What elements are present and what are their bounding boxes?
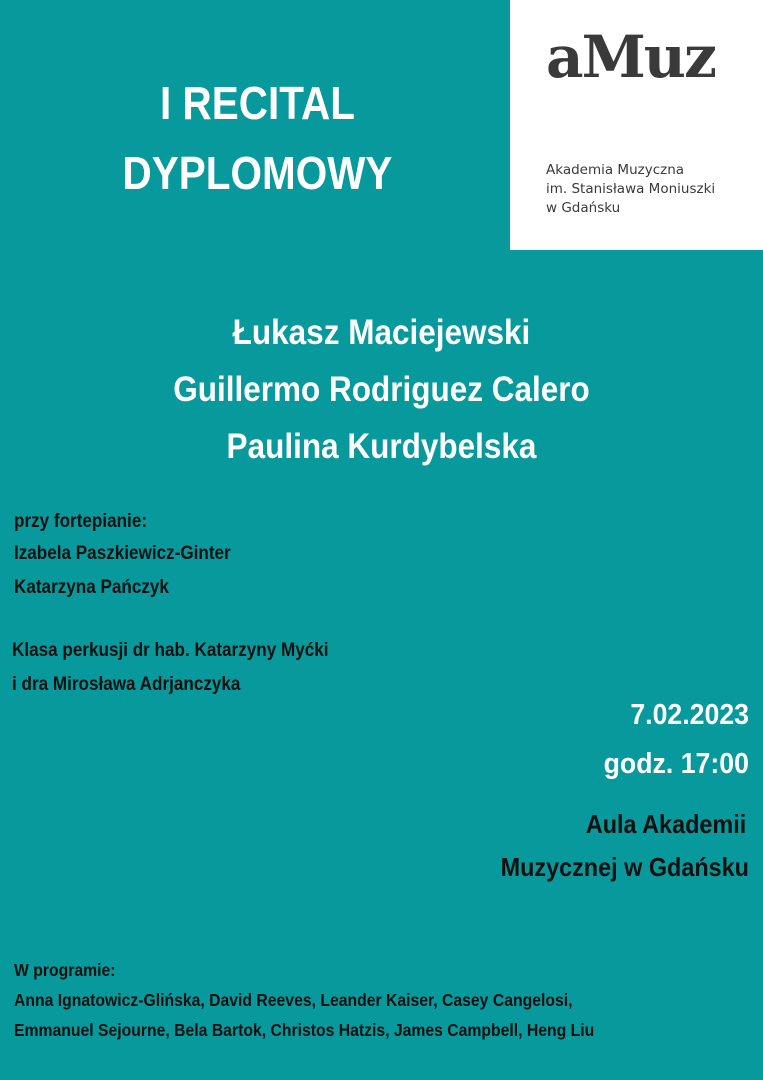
- class-info-line-2: i dra Mirosława Adrjanczyka: [12, 674, 241, 695]
- performer-name: Guillermo Rodriguez Calero: [173, 370, 590, 409]
- performer-name: Łukasz Maciejewski: [232, 313, 531, 352]
- venue-line-2: Muzycznej w Gdańsku: [500, 852, 749, 882]
- program-composers-line-2: Emmanuel Sejourne, Bela Bartok, Christos Hatzis, James Campbell, Heng Liu: [14, 1020, 595, 1040]
- accompaniment-heading: przy fortepianie:: [14, 511, 148, 532]
- academy-name-line-2: im. Stanisława Moniuszki: [546, 181, 716, 197]
- venue-line-1: Aula Akademii: [585, 809, 746, 839]
- event-date: 7.02.2023: [630, 699, 749, 731]
- event-time: godz. 17:00: [603, 748, 749, 780]
- class-info-line-1: Klasa perkusji dr hab. Katarzyny Myćki: [12, 640, 329, 661]
- academy-name-line-3: w Gdańsku: [546, 200, 621, 216]
- program-heading: W programie:: [14, 960, 116, 980]
- program-composers-line-1: Anna Ignatowicz-Glińska, David Reeves, Leander Kaiser, Casey Cangelosi,: [14, 990, 573, 1010]
- performer-name: Paulina Kurdybelska: [226, 427, 537, 466]
- academy-logo-box: [510, 0, 763, 250]
- pianist-name: Katarzyna Pańczyk: [14, 577, 169, 598]
- poster-title-line-2: DYPLOMOWY: [122, 147, 393, 199]
- academy-name-line-1: Akademia Muzyczna: [546, 162, 685, 178]
- pianist-name: Izabela Paszkiewicz-Ginter: [14, 543, 231, 564]
- poster-title-line-1: I RECITAL: [160, 77, 355, 129]
- amuz-logo: aMuz: [546, 23, 715, 91]
